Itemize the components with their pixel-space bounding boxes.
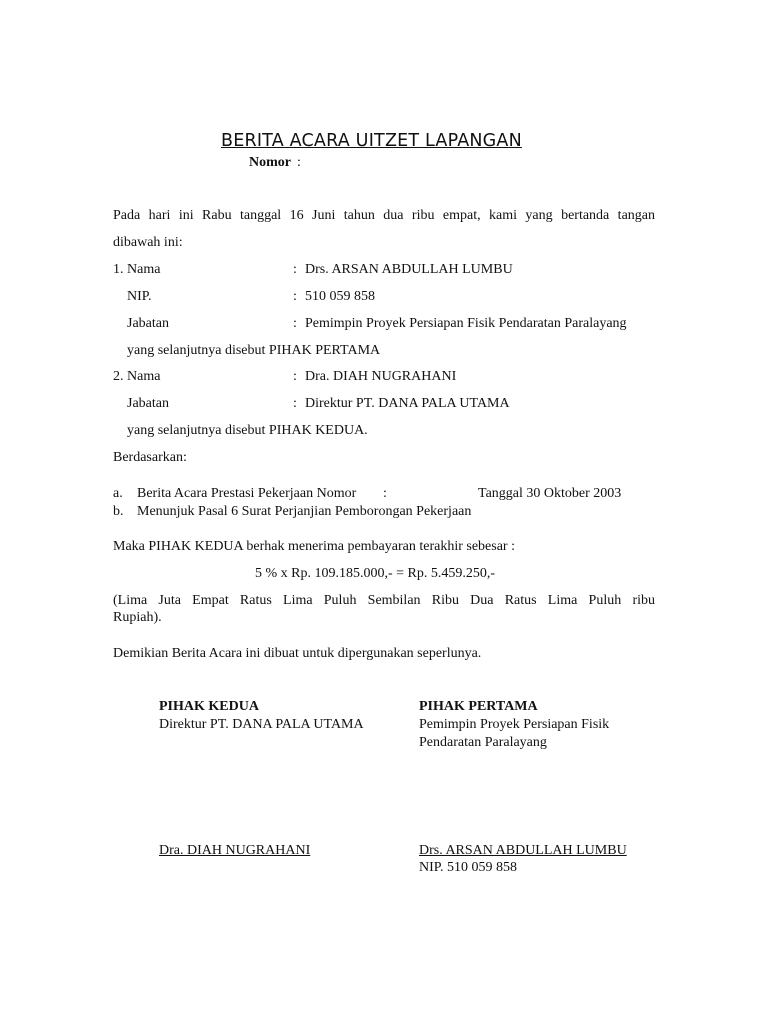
party1-nip-value: 510 059 858 (305, 289, 375, 304)
payment-formula: 5 % x Rp. 109.185.000,- = Rp. 5.459.250,- (255, 566, 496, 581)
party2-nama-colon: : (293, 369, 297, 384)
basis-b-text: Menunjuk Pasal 6 Surat Perjanjian Pemborongan Pekerjaan (137, 504, 472, 519)
party1-nama-colon: : (293, 262, 297, 277)
basis-a-date: Tanggal 30 Oktober 2003 (478, 486, 622, 501)
intro-line-2: dibawah ini: (113, 235, 183, 250)
party1-nip-colon: : (293, 289, 297, 304)
basis-a-text: Berita Acara Prestasi Pekerjaan Nomor (137, 486, 357, 501)
party2-nama-value: Dra. DIAH NUGRAHANI (305, 369, 457, 384)
sig-right-nip: NIP. 510 059 858 (419, 860, 518, 875)
sig-left-heading: PIHAK KEDUA (159, 699, 259, 714)
sig-right-heading: PIHAK PERTAMA (419, 699, 538, 714)
party1-jabatan-label: Jabatan (127, 316, 169, 331)
party1-nip-label: NIP. (127, 289, 152, 304)
payment-intro: Maka PIHAK KEDUA berhak menerima pembayaran terakhir sebesar : (113, 539, 515, 554)
party2-number: 2. (113, 369, 124, 384)
sig-left-title: Direktur PT. DANA PALA UTAMA (159, 717, 364, 732)
sig-right-name: Drs. ARSAN ABDULLAH LUMBU (419, 843, 627, 858)
basis-a-separator: : (383, 486, 387, 501)
party1-jabatan-value: Pemimpin Proyek Persiapan Fisik Pendaratan Paralayang (305, 316, 627, 331)
sig-right-title-line-2: Pendaratan Paralayang (419, 735, 547, 750)
party2-nama-label: Nama (127, 369, 161, 384)
basis-b-letter: b. (113, 504, 124, 519)
party1-jabatan-colon: : (293, 316, 297, 331)
party1-number: 1. (113, 262, 124, 277)
sig-left-name: Dra. DIAH NUGRAHANI (159, 843, 311, 858)
document-title: BERITA ACARA UITZET LAPANGAN (221, 131, 522, 151)
terbilang-line-1: (Lima Juta Empat Ratus Lima Puluh Sembilan Ribu Dua Ratus Lima Puluh ribu (113, 593, 655, 608)
party2-description: yang selanjutnya disebut PIHAK KEDUA. (127, 423, 368, 438)
closing-statement: Demikian Berita Acara ini dibuat untuk dipergunakan seperlunya. (113, 646, 482, 661)
party2-jabatan-colon: : (293, 396, 297, 411)
intro-line-1: Pada hari ini Rabu tanggal 16 Juni tahun dua ribu empat, kami yang bertanda tangan (113, 208, 655, 223)
party1-nama-value: Drs. ARSAN ABDULLAH LUMBU (305, 262, 513, 277)
party1-description: yang selanjutnya disebut PIHAK PERTAMA (127, 343, 381, 358)
terbilang-line-2: Rupiah). (113, 610, 162, 625)
nomor-separator: : (297, 155, 301, 170)
nomor-label: Nomor (249, 155, 291, 170)
party2-jabatan-value: Direktur PT. DANA PALA UTAMA (305, 396, 510, 411)
sig-right-title-line-1: Pemimpin Proyek Persiapan Fisik (419, 717, 610, 732)
berdasarkan-label: Berdasarkan: (113, 450, 187, 465)
party2-jabatan-label: Jabatan (127, 396, 169, 411)
party1-nama-label: Nama (127, 262, 161, 277)
basis-a-letter: a. (113, 486, 123, 501)
